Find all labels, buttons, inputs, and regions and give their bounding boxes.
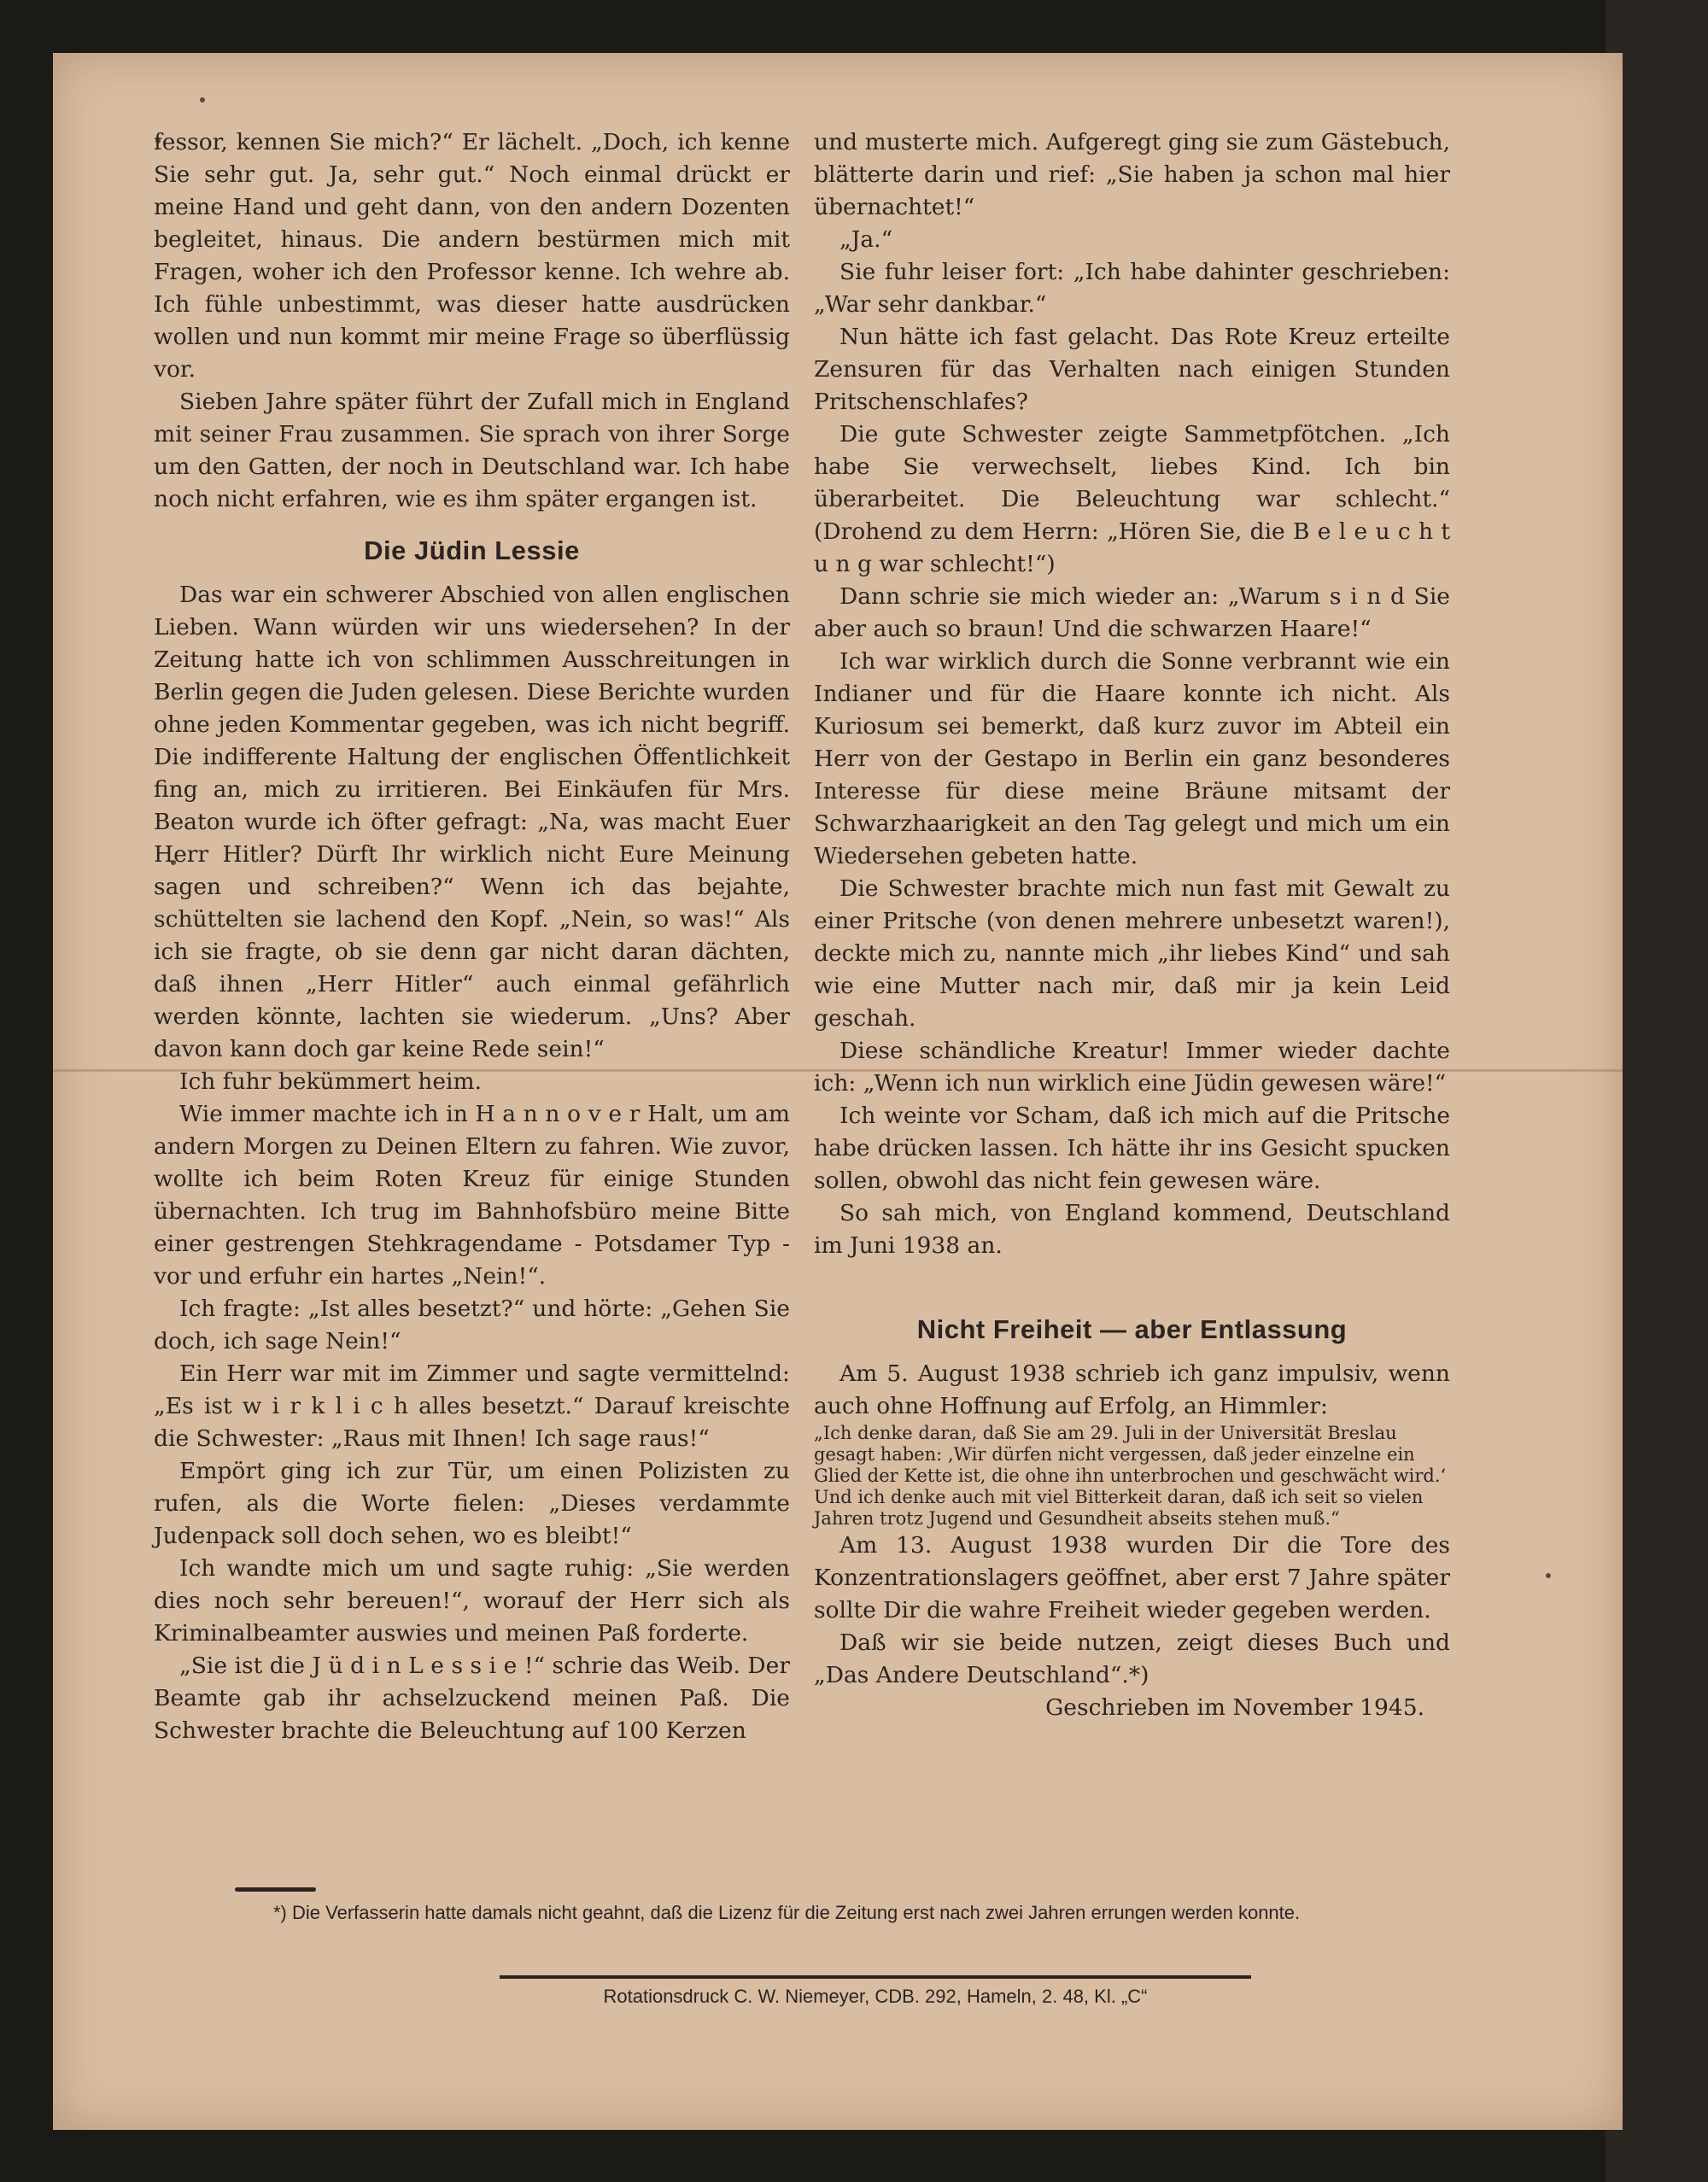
paragraph: Empört ging ich zur Tür, um einen Polizisten zu rufen, als die Worte fielen: „Dieses verdammte Judenpack soll doch sehen, wo es bleibt!“ [154, 1458, 790, 1549]
paragraph: Die Schwester brachte mich nun fast mit Gewalt zu einer Pritsche (von denen mehrere unbesetzt waren!), deckte mich zu, nannte mich „ihr liebes Kind“ und sah wie eine Mutter nach mir, daß mir ja kein Leid geschah. [814, 875, 1450, 1032]
paragraph: Sieben Jahre später führt der Zufall mich in England mit seiner Frau zusammen. Sie sprach von ihrer Sorge um den Gatten, der noch in Deutschland war. Ich habe noch nicht erfahren, wie es ihm später ergangen ist. [154, 389, 790, 512]
paragraph: Daß wir sie beide nutzen, zeigt dieses Buch und „Das Andere Deutschland“.*) [814, 1629, 1450, 1688]
left-column [154, 126, 790, 1747]
footnote: *) Die Verfasserin hatte damals nicht geahnt, daß die Lizenz für die Zeitung erst nach zwei Jahren errungen werden konnte. [273, 1902, 1301, 1923]
section-heading: Nicht Freiheit — aber Entlassung [916, 1314, 1348, 1344]
paragraph: Am 5. August 1938 schrieb ich ganz impulsiv, wenn auch ohne Hoffnung auf Erfolg, an Himmler: [814, 1360, 1450, 1419]
paragraph: Ich war wirklich durch die Sonne verbrannt wie ein Indianer und für die Haare konnte ich nicht. Als Kuriosum sei bemerkt, daß kurz zuvor im Abteil ein Herr von der Gestapo in Berlin ein ganz besonderes Interesse für diese meine Bräune mitsamt der Schwarzhaarigkeit an den Tag gelegt und mich um ein Wiedersehen gebeten hatte. [814, 648, 1450, 869]
paragraph: Nun hätte ich fast gelacht. Das Rote Kreuz erteilte Zensuren für das Verhalten nach einigen Stunden Pritschenschlafes? [814, 324, 1450, 415]
imprint-rule [500, 1975, 1251, 1979]
paper-speck [1546, 1573, 1551, 1578]
paragraph: Ich weinte vor Scham, daß ich mich auf die Pritsche habe drücken lassen. Ich hätte ihr ins Gesicht spucken sollen, obwohl das nicht fein gewesen wäre. [814, 1103, 1450, 1194]
paragraph: „Sie ist die J ü d i n L e s s i e !“ schrie das Weib. Der Beamte gab ihr achselzuckend meinen Paß. Die Schwester brachte die Beleuchtung auf 100 Kerzen [154, 1653, 790, 1744]
paragraph: Ich fragte: „Ist alles besetzt?“ und hörte: „Gehen Sie doch, ich sage Nein!“ [154, 1296, 790, 1354]
signature-line: Geschrieben im November 1945. [1045, 1694, 1424, 1721]
paragraph: Das war ein schwerer Abschied von allen englischen Lieben. Wann würden wir uns wiedersehen? In der Zeitung hatte ich von schlimmen Ausschreitungen in Berlin gegen die Juden gelesen. Diese Berichte wurden ohne jeden Kommentar gegeben, was ich nicht begriff. Die indifferente Haltung der englischen Öffentlichkeit fing an, mich zu irritieren. Bei Einkäufen für Mrs. Beaton wurde ich öfter gefragt: „Na, was macht Euer Herr Hitler? Dürft Ihr wirklich nicht Eure Meinung sagen und schreiben?“ Wenn ich das bejahte, schüttelten sie lachend den Kopf. „Nein, so was!“ Als ich sie fragte, ob sie denn gar nicht daran dächten, daß ihnen „Herr Hitler“ auch einmal gefährlich werden könnte, lachten sie wiederum. „Uns? Aber davon kann doch gar keine Rede sein!“ [154, 582, 790, 1062]
paragraph: fessor, kennen Sie mich?“ Er lächelt. „Doch, ich kenne Sie sehr gut. Ja, sehr gut.“ Noch einmal drückt er meine Hand und geht dann, von den andern Dozenten begleitet, hinaus. Die andern bestürmen mich mit Fragen, woher ich den Professor kenne. Ich wehre ab. Ich fühle unbestimmt, was dieser hatte ausdrücken wollen und nun kommt mir meine Frage so überflüssig vor. [154, 129, 790, 383]
paragraph: Die gute Schwester zeigte Sammetpfötchen. „Ich habe Sie verwechselt, liebes Kind. Ich bin überarbeitet. Die Beleuchtung war schlecht.“ (Drohend zu dem Herrn: „Hören Sie, die B e l e u c h t u n g war schlecht!“) [814, 421, 1450, 577]
paragraph: und musterte mich. Aufgeregt ging sie zum Gästebuch, blätterte darin und rief: „Sie haben ja schon mal hier übernachtet!“ [814, 129, 1450, 220]
right-column [814, 126, 1450, 1724]
paper-speck [200, 97, 205, 102]
paragraph: Wie immer machte ich in H a n n o v e r Halt, um am andern Morgen zu Deinen Eltern zu fahren. Wie zuvor, wollte ich beim Roten Kreuz für einige Stunden übernachten. Ich trug im Bahnhofsbüro meine Bitte einer gestrengen Stehkragendame - Potsdamer Typ - vor und erfuhr ein hartes „Nein!“. [154, 1101, 790, 1290]
printer-imprint: Rotationsdruck C. W. Niemeyer, CDB. 292, Hameln, 2. 48, Kl. „C“ [603, 1986, 1148, 2007]
footnote-rule [235, 1887, 316, 1892]
letter-quote: „Ich denke daran, daß Sie am 29. Juli in der Universität Breslau gesagt haben: ‚Wir dürfen nicht vergessen, daß jeder einzelne ein Glied der Kette ist, die ohne ihn unterbrochen und geschwächt wird.‘ Und ich denke auch mit viel Bitterkeit daran, daß ich seit so vielen Jahren trotz Jugend und Gesundheit abseits stehen muß.“ [814, 1423, 1447, 1529]
section-heading: Die Jüdin Lessie [364, 535, 580, 565]
paragraph: Sie fuhr leiser fort: „Ich habe dahinter geschrieben: „War sehr dankbar.“ [814, 259, 1450, 318]
paragraph: Ein Herr war mit im Zimmer und sagte vermittelnd: „Es ist w i r k l i c h alles besetzt.“ Darauf kreischte die Schwester: „Raus mit Ihnen! Ich sage raus!“ [154, 1360, 790, 1452]
paragraph: Ich fuhr bekümmert heim. [179, 1068, 483, 1095]
paragraph: Ich wandte mich um und sagte ruhig: „Sie werden dies noch sehr bereuen!“, worauf der Herr sich als Kriminalbeamter auswies und meinen Paß forderte. [154, 1555, 790, 1647]
paragraph: Am 13. August 1938 wurden Dir die Tore des Konzentrationslagers geöffnet, aber erst 7 Jahre später sollte Dir die wahre Freiheit wieder gegeben werden. [814, 1532, 1450, 1623]
paragraph: „Ja.“ [839, 226, 893, 253]
paragraph: Dann schrie sie mich wieder an: „Warum s i n d Sie aber auch so braun! Und die schwarzen Haare!“ [814, 583, 1450, 642]
paragraph: Diese schändliche Kreatur! Immer wieder dachte ich: „Wenn ich nun wirklich eine Jüdin gewesen wäre!“ [814, 1038, 1450, 1097]
paragraph: So sah mich, von England kommend, Deutschland im Juni 1938 an. [814, 1200, 1450, 1259]
